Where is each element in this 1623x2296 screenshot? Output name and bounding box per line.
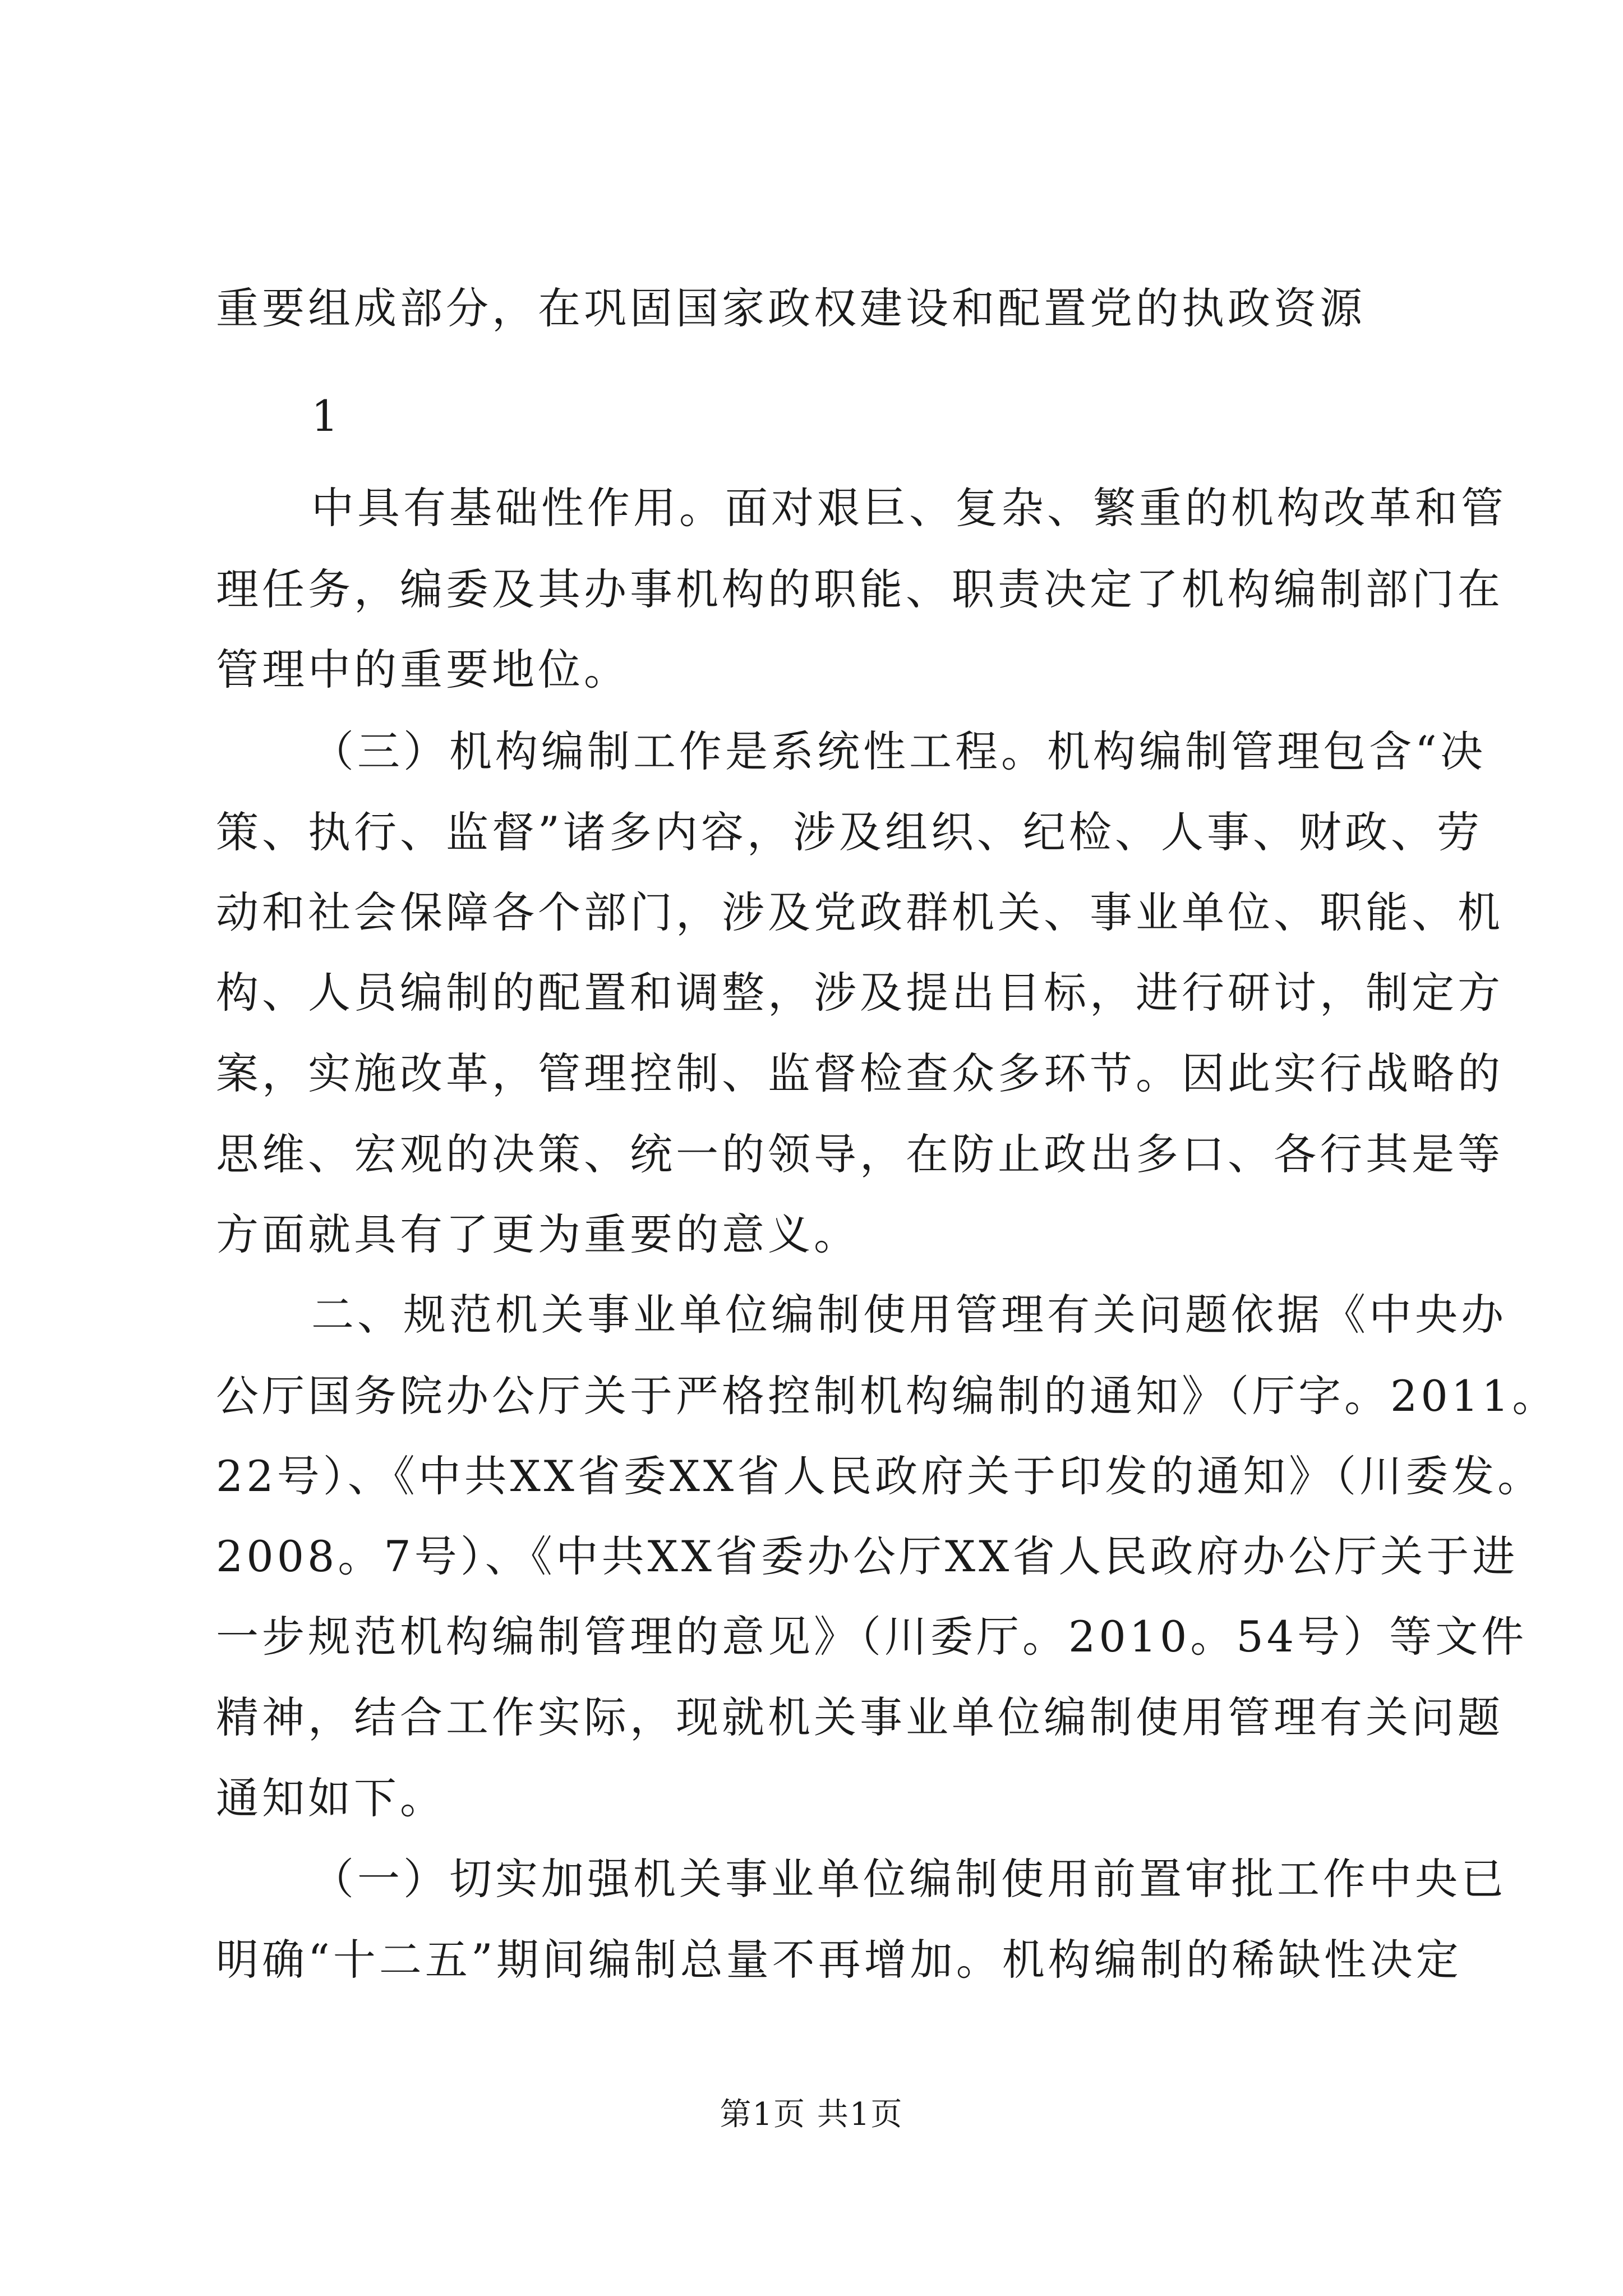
text-line: 中具有基础性作用。面对艰巨、复杂、繁重的机构改革和管 [311, 483, 1507, 533]
text-line: 理任务，编委及其办事机构的职能、职责决定了机构编制部门在 [216, 564, 1504, 614]
text-line: 一步规范机构编制管理的意见》（川委厅。2010。54号）等文件 [216, 1612, 1528, 1662]
text-line: 2008。7号）、《中共XX省委办公厅XX省人民政府办公厅关于进 [216, 1531, 1519, 1581]
text-line: （三）机构编制工作是系统性工程。机构编制管理包含“决 [311, 726, 1486, 776]
text-line: 重要组成部分，在巩固国家政权建设和配置党的执政资源 [216, 283, 1366, 333]
text-line: 通知如下。 [216, 1773, 446, 1823]
text-line: 22号）、《中共XX省委XX省人民政府关于印发的通知》（川委发。 [216, 1451, 1544, 1501]
text-line: （一）切实加强机关事业单位编制使用前置审批工作中央已 [311, 1854, 1507, 1904]
text-line: 策、执行、监督”诸多内容，涉及组织、纪检、人事、财政、劳 [216, 807, 1483, 857]
text-line: 管理中的重要地位。 [216, 645, 630, 694]
text-line: 思维、宏观的决策、统一的领导，在防止政出多口、各行其是等 [216, 1129, 1504, 1179]
text-line: 案，实施改革，管理控制、监督检查众多环节。因此实行战略的 [216, 1048, 1504, 1098]
inline-page-number: 1 [311, 391, 339, 441]
page-footer: 第1页 共1页 [720, 2096, 903, 2133]
text-line: 方面就具有了更为重要的意义。 [216, 1209, 860, 1259]
text-line: 构、人员编制的配置和调整，涉及提出目标，进行研讨，制定方 [216, 968, 1504, 1018]
text-line: 动和社会保障各个部门，涉及党政群机关、事业单位、职能、机 [216, 887, 1504, 937]
text-line: 精神，结合工作实际，现就机关事业单位编制使用管理有关问题 [216, 1692, 1504, 1742]
text-line: 明确“十二五”期间编制总量不再增加。机构编制的稀缺性决定 [216, 1935, 1462, 1985]
text-line: 二、规范机关事业单位编制使用管理有关问题依据《中央办 [311, 1290, 1507, 1340]
text-line: 公厅国务院办公厅关于严格控制机构编制的通知》（厅字。2011。 [216, 1371, 1559, 1421]
